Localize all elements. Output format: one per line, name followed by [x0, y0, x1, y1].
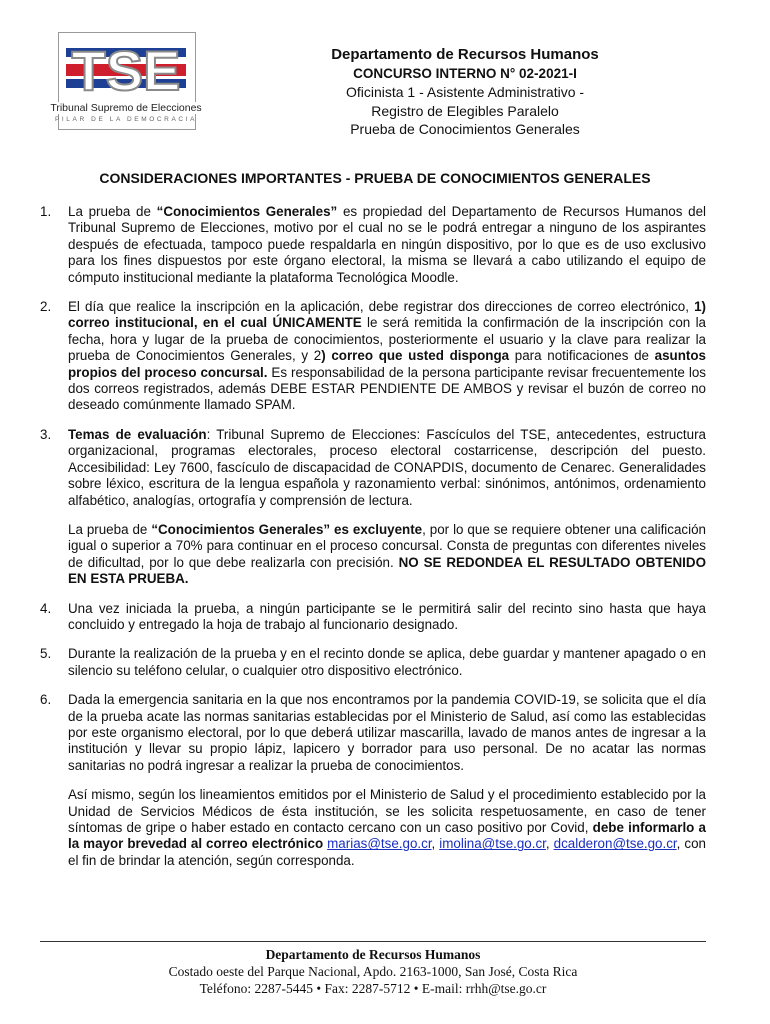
item-text: Es responsabilidad de la persona participante revisar frecuentemente los dos correos registrados, además DEBE ESTAR PENDIENTE DE AMBOS y revisar el buzón de correo no deseado comúnmente llamado SPAM. [68, 364, 706, 413]
email-link-imolina[interactable]: imolina@tse.go.cr [439, 836, 546, 852]
header-department: Departamento de Recursos Humanos [331, 46, 599, 63]
item-number: 4. [40, 600, 52, 616]
section-title: CONSIDERACIONES IMPORTANTES - PRUEBA DE CONOCIMIENTOS GENERALES [99, 170, 651, 186]
item-bold-text: “Conocimientos Generales” [156, 204, 338, 219]
list-item-6 [40, 692, 706, 869]
item-content [68, 646, 706, 679]
header-contest: CONCURSO INTERNO N° 02-2021-I [353, 65, 577, 81]
item-number: 3. [40, 426, 52, 442]
item-content [68, 427, 706, 588]
footer-address: Costado oeste del Parque Nacional, Apdo. 2163-1000, San José, Costa Rica [168, 964, 578, 979]
header-test-name: Prueba de Conocimientos Generales [350, 121, 580, 137]
logo-name: Tribunal Supremo de Elecciones [50, 102, 202, 114]
item-text: Una vez iniciada la prueba, a ningún participante se le permitirá salir del recinto sino hasta que haya concluido y entregado la hoja de trabajo al funcionario designado. [68, 600, 706, 632]
list-item-5 [40, 646, 706, 679]
logo-tagline: PILAR DE LA DEMOCRACIA [54, 116, 198, 123]
item-text: La prueba de [68, 521, 152, 537]
footer-divider [40, 941, 706, 942]
header-position-line1: Oficinista 1 - Asistente Administrativo - [345, 84, 585, 100]
item-bold-text: debe informarlo a la mayor brevedad al correo electrónico [68, 820, 707, 852]
item-number: 1. [40, 204, 52, 219]
item-text: es propiedad del Departamento de Recursos Humanos del Tribunal Supremo de Elecciones, motivo por el cual no se le podrá entregar a ninguno de los aspirantes después de efectuada, tampoco puede respaldarla en ningún dispositivo, por lo que es de uso exclusivo para los fines dispuestos por este órgano electoral, la misma se llevará a cabo utilizando el equipo de cómputo institucional mediante la plataforma Tecnológica Moodle. [68, 204, 707, 285]
item-number: 2. [40, 299, 52, 315]
list-item-1 [40, 204, 706, 286]
item-text: , [545, 836, 554, 852]
item-content [68, 299, 706, 414]
tse-logo [50, 28, 202, 133]
item-content [68, 204, 706, 286]
item-text: Dada la emergencia sanitaria en la que nos encontramos por la pandemia COVID-19, se solicita que el día de la prueba acate las normas sanitarias establecidas por el Ministerio de Salud, así como las establecidas por este organismo electoral, por lo que deberá utilizar mascarilla, lavado de manos antes de ingresar a la institución y llevar su propio lápiz, lapicero y borrador para uso personal. De no acatar las normas sanitarias no podrá ingresar a realizar la prueba de conocimientos. [68, 692, 706, 773]
item-text: , [431, 836, 440, 852]
item-bold-text: asuntos propios del proceso concursal. [68, 348, 706, 380]
footer-title: Departamento de Recursos Humanos [265, 947, 481, 962]
item-number: 5. [40, 646, 52, 662]
item-bold-text: “Conocimientos Generales” es excluyente [151, 521, 423, 537]
item-text: : Tribunal Supremo de Elecciones: Fascículos del TSE, antecedentes, estructura organizacional, programas electorales, proceso electoral costarricense, descripción del puesto. Accesibilidad: Ley 7600, fascículo de discapacidad de CONAPDIS, documento de Cenarec. Generalidades sobre léxico, escritura de la lengua española y razonamiento verbal: sinónimos, antónimos, ordenamiento alfabético, analogías, ortografía y comprensión de lectura. [68, 426, 707, 508]
item-text: La prueba de [68, 204, 157, 219]
item-text: para notificaciones de [509, 348, 655, 364]
item-content [68, 601, 706, 634]
item-bold-text: Temas de evaluación [68, 426, 207, 442]
document-header [280, 46, 650, 139]
logo-acronym: TSE [71, 39, 181, 102]
tse-logo-mark-icon [66, 38, 186, 102]
item-text: le será remitida la confirmación de la inscripción con la fecha, hora y lugar de la prueba de conocimientos, posteriormente el usuario y la clave para realizar la prueba de Conocimientos Generales, y 2 [68, 315, 706, 364]
item-text: , por lo que se requiere obtener una calificación igual o superior a 70% para continuar en el proceso concursal. Consta de preguntas con diferentes niveles de dificultad, por lo que debe realizarla con precisión. [68, 521, 706, 570]
email-link-marias[interactable]: marias@tse.go.cr [327, 836, 432, 852]
considerations-list [40, 204, 706, 882]
item-bold-text: ) correo que usted disponga [321, 348, 510, 364]
list-item-3 [40, 427, 706, 588]
item-text: Así mismo, según los lineamientos emitidos por el Ministerio de Salud y el procedimiento establecido por la Unidad de Servicios Médicos de ésta institución, se les solicita respetuosamente, en caso de tener síntomas de gripe o haber estado en contacto cercano con un caso positivo por Covid, [68, 787, 706, 835]
item-bold-text: NO SE REDONDEA EL RESULTADO OBTENIDO EN ESTA PRUEBA. [68, 554, 706, 587]
item-content [68, 692, 706, 869]
item-text: El día que realice la inscripción en la aplicación, debe registrar dos direcciones de correo electrónico, [68, 299, 695, 315]
header-position-line2: Registro de Elegibles Paralelo [371, 102, 559, 119]
footer-contact: Teléfono: 2287-5445 • Fax: 2287-5712 • E-mail: rrhh@tse.go.cr [199, 981, 547, 996]
email-link-dcalderon[interactable]: dcalderon@tse.go.cr [553, 836, 677, 852]
list-item-4 [40, 601, 706, 634]
item-number: 6. [40, 692, 52, 708]
item-text: Durante la realización de la prueba y en el recinto donde se aplica, debe guardar y mantener apagado o en silencio su teléfono celular, o cualquier otro dispositivo electrónico. [68, 646, 706, 678]
item-bold-text: 1) correo institucional, en el cual ÚNICAMENTE [68, 299, 706, 331]
footer [40, 946, 706, 997]
list-item-2 [40, 299, 706, 414]
item-text: , con el fin de brindar la atención, según corresponda. [68, 836, 706, 868]
